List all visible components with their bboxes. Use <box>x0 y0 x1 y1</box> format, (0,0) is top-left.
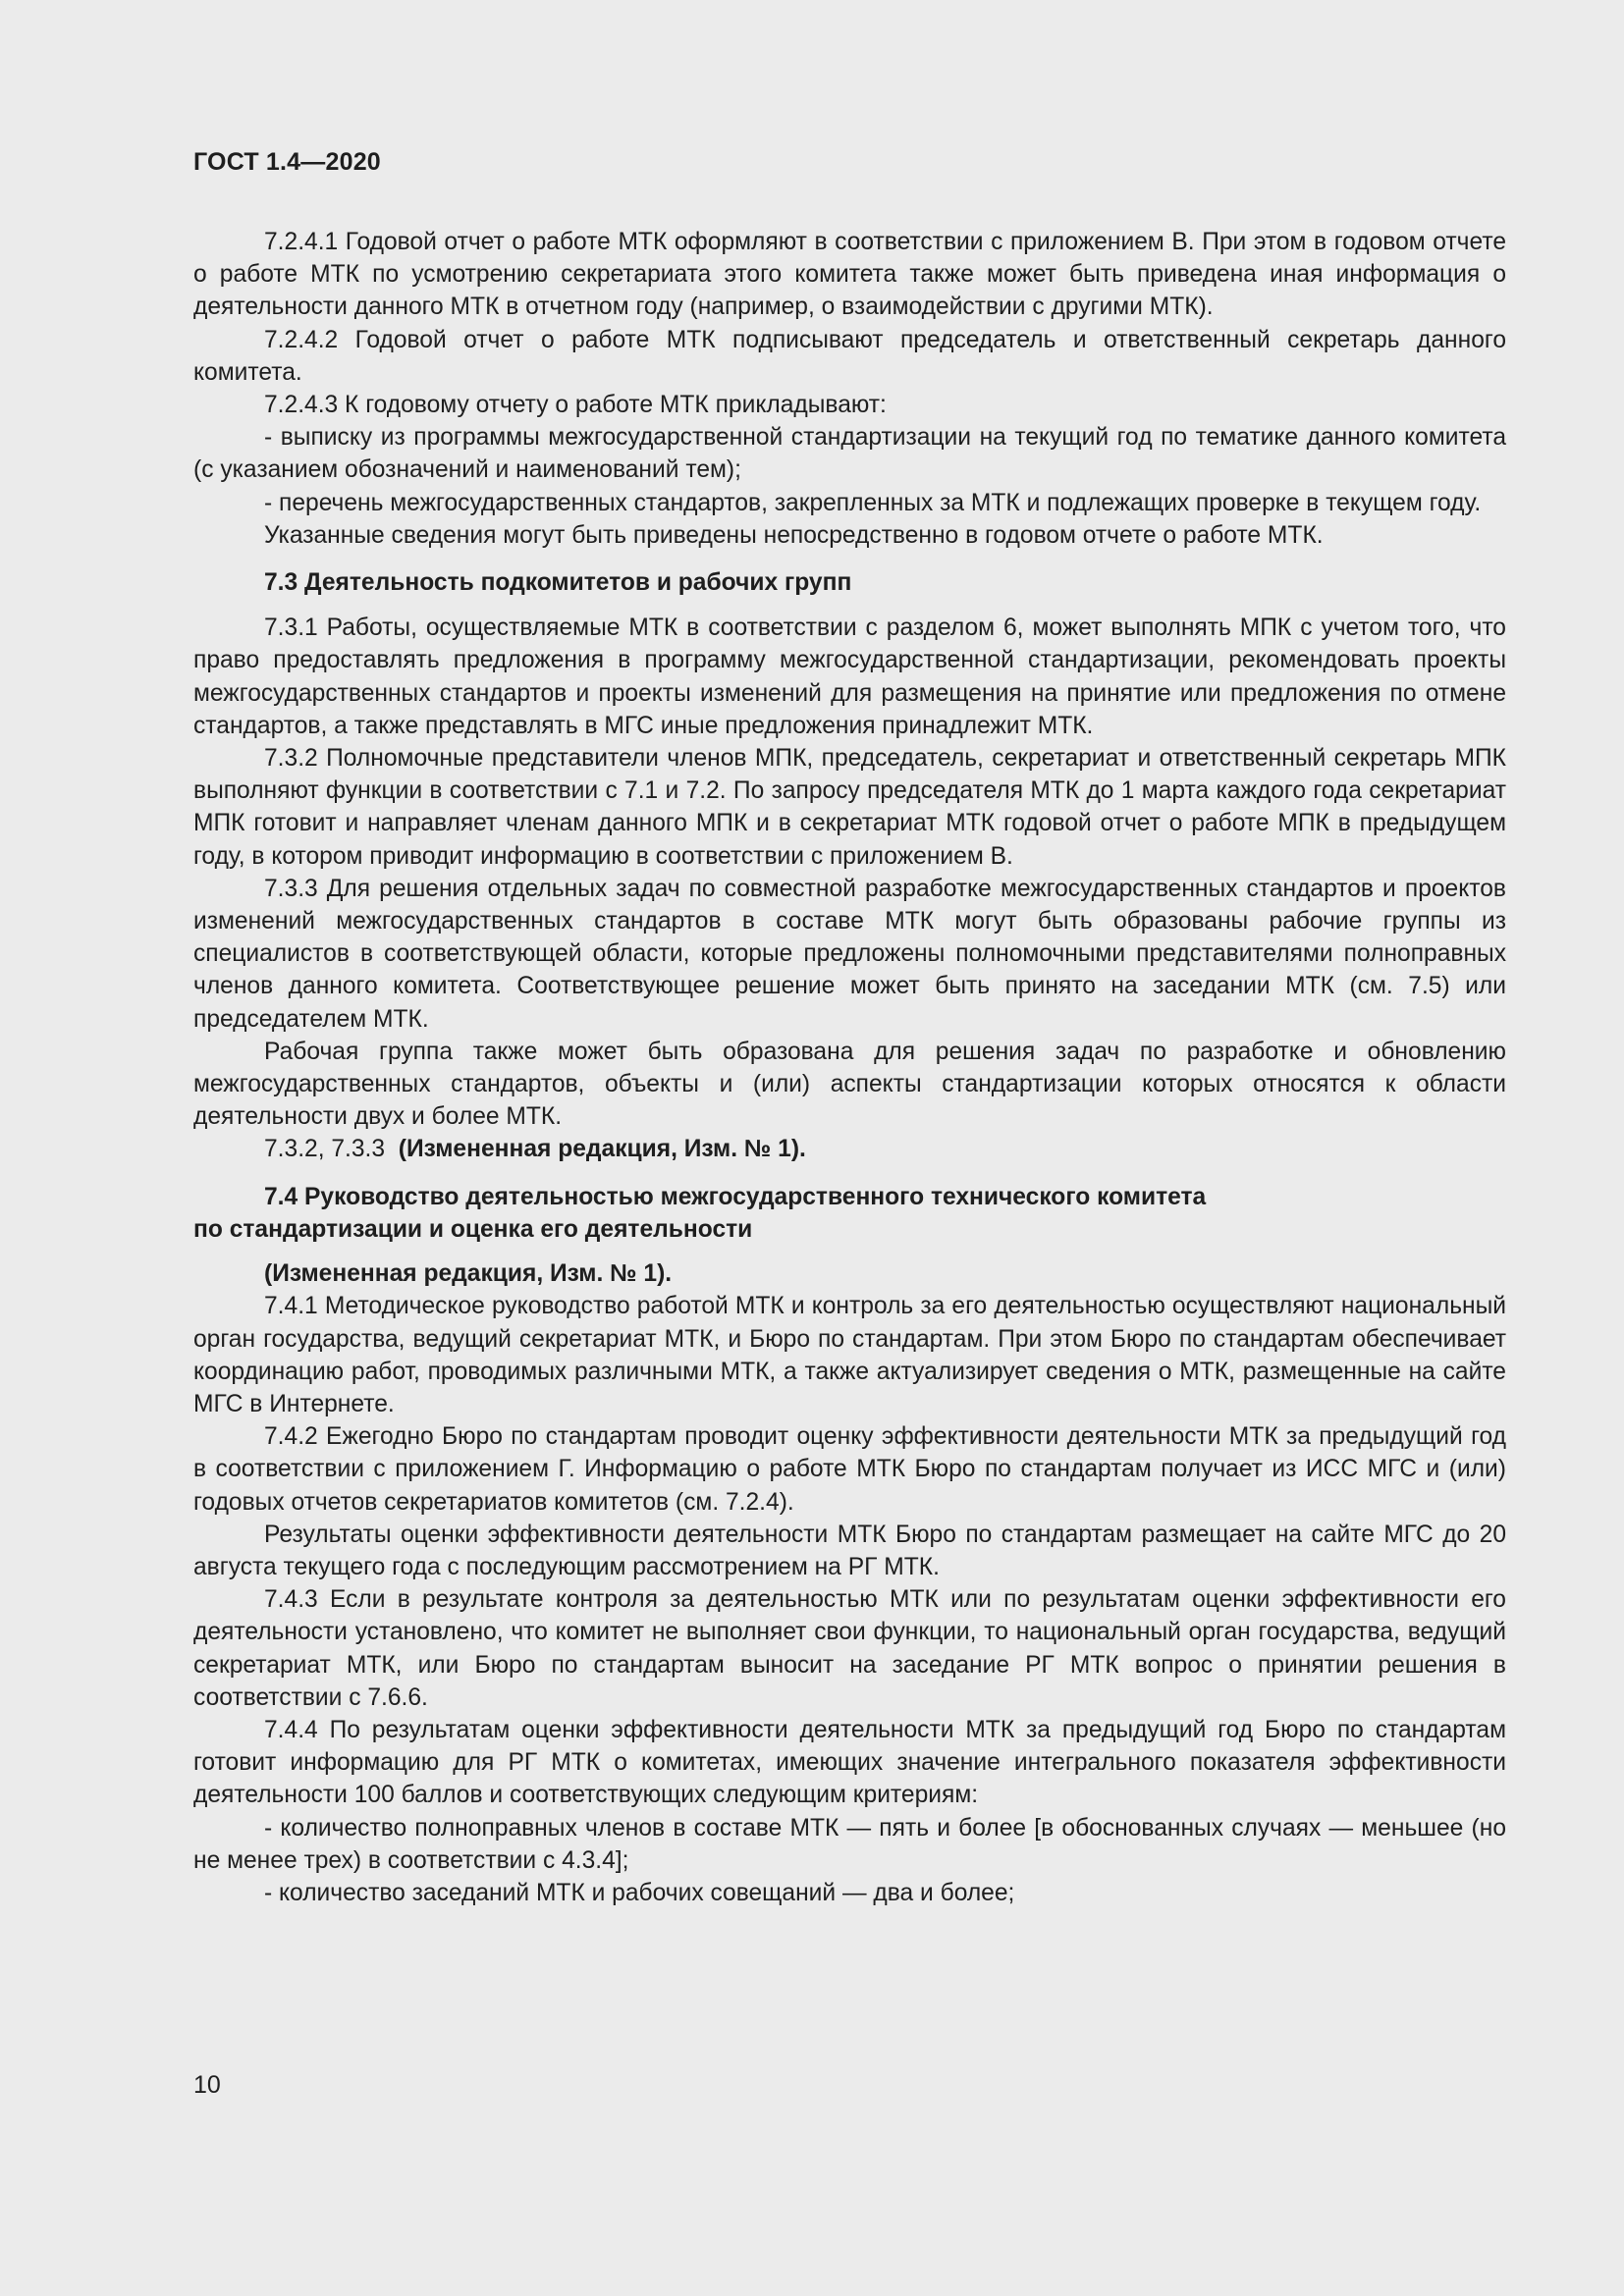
paragraph-7-3-2: 7.3.2 Полномочные представители членов МПК, председатель, секретариат и ответственный секретарь МПК выполняют функции в соответствии с 7.1 и 7.2. По запросу председателя МТК до 1 марта каждого года секретариат МПК готовит и направляет членам данного МПК и в секретариат МТК годовой отчет о работе МПК в предыдущем году, в котором приводит информацию в соответствии с приложением В. <box>193 745 1506 870</box>
paragraph-7-2-4-3: 7.2.4.3 К годовому отчету о работе МТК прикладывают: <box>264 392 887 419</box>
list-item: - перечень межгосударственных стандартов, закрепленных за МТК и подлежащих проверке в текущем году. <box>264 489 1482 516</box>
paragraph-7-4-4: 7.4.4 По результатам оценки эффективности деятельности МТК за предыдущий год Бюро по стандартам готовит информацию для РГ МТК о комитетах, имеющих значение интегрального показателя эффективности деятельности 100 баллов и соответствующих следующим критериям: <box>193 1716 1506 1809</box>
list-item: - количество заседаний МТК и рабочих совещаний — два и более; <box>264 1879 1015 1906</box>
paragraph-7-2-4-2: 7.2.4.2 Годовой отчет о работе МТК подписывают председатель и ответственный секретарь данного комитета. <box>193 326 1506 386</box>
paragraph-7-2-4-1: 7.2.4.1 Годовой отчет о работе МТК оформляют в соответствии с приложением В. При этом в годовом отчете о работе МТК по усмотрению секретариата этого комитета также может быть приведена иная информация о деятельности данного МТК в отчетном году (например, о взаимодействии с другими МТК). <box>193 229 1506 321</box>
page-number: 10 <box>193 2071 221 2099</box>
amendment-text: (Измененная редакция, Изм. № 1). <box>398 1136 806 1163</box>
paragraph-7-4-2: 7.4.2 Ежегодно Бюро по стандартам проводит оценку эффективности деятельности МТК за предыдущий год в соответствии с приложением Г. Информацию о работе МТК Бюро по стандартам получает из ИСС МГС и (или) годовых отчетов секретариатов комитетов (см. 7.2.4). <box>193 1423 1506 1516</box>
document-header: ГОСТ 1.4—2020 <box>193 148 381 176</box>
paragraph-note: Указанные сведения могут быть приведены непосредственно в годовом отчете о работе МТК. <box>264 521 1324 549</box>
paragraph-7-4-3: 7.4.3 Если в результате контроля за деятельностью МТК или по результатам оценки эффективности его деятельности установлено, что комитет не выполняет свои функции, то национальный орган государства, ведущий секретариат МТК, или Бюро по стандартам выносит на заседание РГ МТК вопрос о принятии решения в соответствии с 7.6.6. <box>193 1586 1506 1711</box>
paragraph-7-4-2-b: Результаты оценки эффективности деятельности МТК Бюро по стандартам размещает на сайте МГС до 20 августа текущего года с последующим рассмотрением на РГ МТК. <box>193 1521 1506 1580</box>
paragraph-7-3-3: 7.3.3 Для решения отдельных задач по совместной разработке межгосударственных стандартов и проектов изменений межгосударственных стандартов в составе МТК могут быть образованы рабочие группы из специалистов в соответствующей области, которые предложены полномочными представителями полноправных членов данного комитета. Соответствующее решение может быть принято на заседании МТК (см. 7.5) или председателем МТК. <box>193 875 1506 1033</box>
document-body <box>193 226 1506 1909</box>
amendment-note-7-4: (Измененная редакция, Изм. № 1). <box>264 1260 673 1288</box>
amendment-note <box>193 1133 1506 1165</box>
amendment-ref: 7.3.2, 7.3.3 <box>264 1136 386 1163</box>
paragraph-7-3-1: 7.3.1 Работы, осуществляемые МТК в соответствии с разделом 6, может выполнять МПК с учетом того, что право предоставлять предложения в программу межгосударственной стандартизации, рекомендовать проекты межгосударственных стандартов и проекты изменений для размещения на принятие или предложения по отмене стандартов, а также представлять в МГС иные предложения принадлежит МТК. <box>193 614 1506 739</box>
section-heading-7-4-line1: 7.4 Руководство деятельностью межгосударственного технического комитета <box>264 1183 1207 1210</box>
section-heading-7-4-line2: по стандартизации и оценка его деятельности <box>193 1215 753 1243</box>
list-item: - выписку из программы межгосударственной стандартизации на текущий год по тематике данного комитета (с указанием обозначений и наименований тем); <box>193 424 1506 484</box>
section-heading-7-4 <box>193 1181 1506 1246</box>
paragraph-7-4-1: 7.4.1 Методическое руководство работой МТК и контроль за его деятельностью осуществляют национальный орган государства, ведущий секретариат МТК, и Бюро по стандартам. При этом Бюро по стандартам обеспечивает координацию работ, проводимых различными МТК, а также актуализирует сведения о МТК, размещенные на сайте МГС в Интернете. <box>193 1293 1506 1417</box>
section-heading-7-3: 7.3 Деятельность подкомитетов и рабочих групп <box>264 569 852 597</box>
paragraph-7-3-3-b: Рабочая группа также может быть образована для решения задач по разработке и обновлению межгосударственных стандартов, объекты и (или) аспекты стандартизации которых относятся к области деятельности двух и более МТК. <box>193 1038 1506 1131</box>
list-item: - количество полноправных членов в составе МТК — пять и более [в обоснованных случаях — меньшее (но не менее трех) в соответствии с 4.3.4]; <box>193 1814 1506 1874</box>
